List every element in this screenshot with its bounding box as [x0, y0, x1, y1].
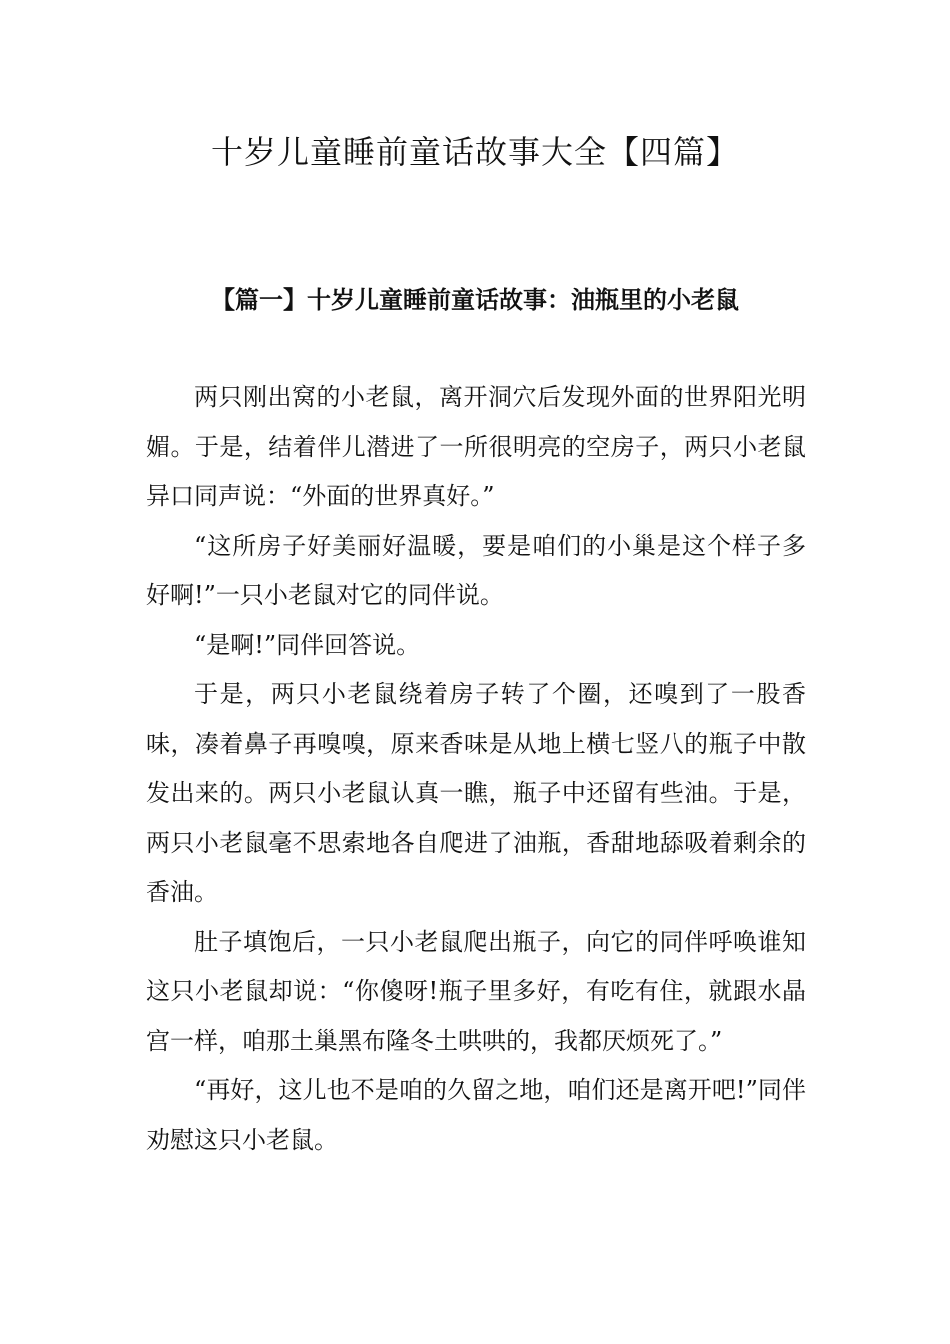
paragraph: “这所房子好美丽好温暖，要是咱们的小巢是这个样子多好啊!”一只小老鼠对它的同伴说。 [146, 531, 806, 609]
paragraph: “再好，这儿也不是咱的久留之地，咱们还是离开吧!”同伴劝慰这只小老鼠。 [146, 1076, 806, 1154]
paragraph: 两只刚出窝的小老鼠，离开洞穴后发现外面的世界阳光明媚。于是，结着伴儿潜进了一所很明亮的空房子，两只小老鼠异口同声说：“外面的世界真好。” [146, 383, 806, 510]
story-body [146, 373, 806, 1165]
document-title: 十岁儿童睡前童话故事大全【四篇】 [210, 133, 739, 171]
paragraph: 于是，两只小老鼠绕着房子转了个圈，还嗅到了一股香味，凑着鼻子再嗅嗅，原来香味是从地上横七竖八的瓶子中散发出来的。两只小老鼠认真一瞧，瓶子中还留有些油。于是，两只小老鼠毫不思索地各自爬进了油瓶，香甜地舔吸着剩余的香油。 [146, 680, 806, 906]
paragraph: 肚子填饱后，一只小老鼠爬出瓶子，向它的同伴呼唤谁知这只小老鼠却说：“你傻呀!瓶子里多好，有吃有住，就跟水晶宫一样，咱那土巢黑布隆冬土哄哄的，我都厌烦死了。” [146, 927, 806, 1055]
section-title: 【篇一】十岁儿童睡前童话故事：油瓶里的小老鼠 [211, 285, 739, 314]
paragraph: “是啊!”同伴回答说。 [194, 630, 421, 659]
